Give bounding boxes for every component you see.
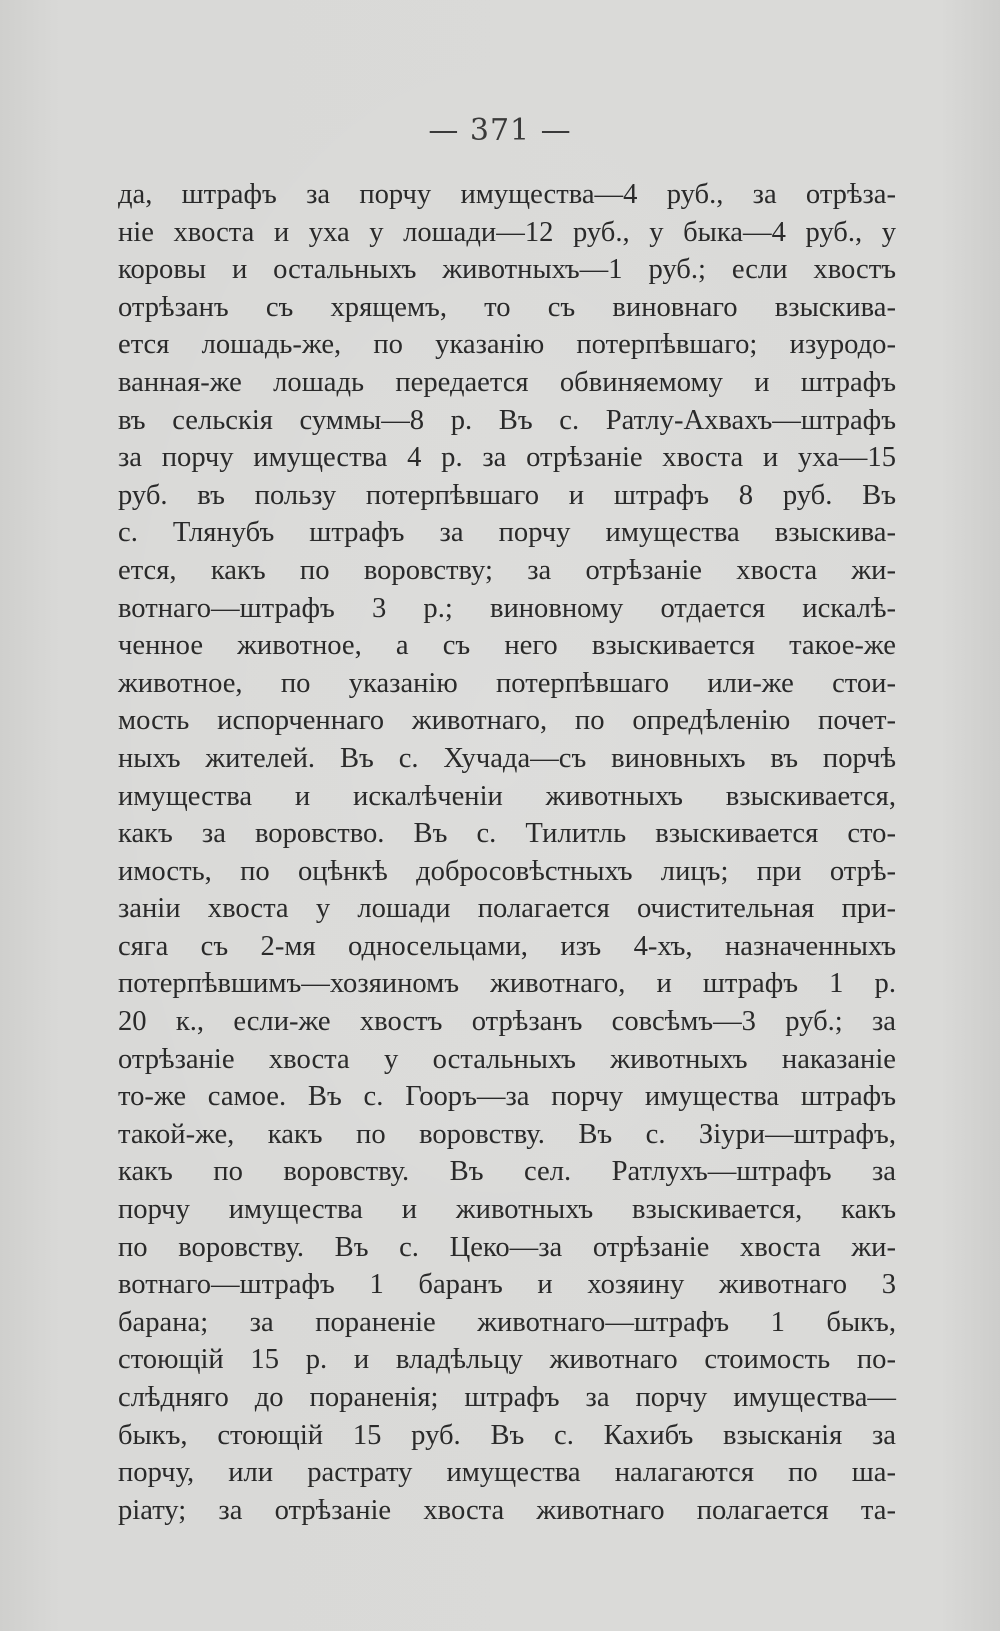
text-line: ріату; за отрѣзаніе хвоста животнаго полагается та- xyxy=(118,1494,896,1526)
text-line: стоющій 15 р. и владѣльцу животнаго стоимость по- xyxy=(118,1344,896,1376)
text-line: барана; за пораненіе животнаго—штрафъ 1 быкъ, xyxy=(118,1306,896,1338)
text-line: вотнаго—штрафъ 3 р.; виновному отдается искалѣ- xyxy=(118,592,896,624)
text-line: имость, по оцѣнкѣ добросовѣстныхъ лицъ; при отрѣ- xyxy=(118,855,896,887)
text-line: руб. въ пользу потерпѣвшаго и штрафъ 8 руб. Въ xyxy=(118,479,896,511)
text-line: то-же самое. Въ с. Гооръ—за порчу имущества штрафъ xyxy=(118,1081,896,1113)
text-line: такой-же, какъ по воровству. Въ с. Зіури—штрафъ, xyxy=(118,1118,896,1150)
text-line: животное, по указанію потерпѣвшаго или-же стои- xyxy=(118,667,896,699)
text-line: потерпѣвшимъ—хозяиномъ животнаго, и штрафъ 1 р. xyxy=(118,968,896,1000)
text-line: отрѣзанъ съ хрящемъ, то съ виновнаго взыскива- xyxy=(118,291,896,323)
text-line: по воровству. Въ с. Цеко—за отрѣзаніе хвоста жи- xyxy=(118,1231,896,1263)
text-line: порчу, или растрату имущества налагаются по ша- xyxy=(118,1457,896,1489)
text-line: слѣдняго до пораненія; штрафъ за порчу имущества— xyxy=(118,1382,896,1413)
text-line: за порчу имущества 4 р. за отрѣзаніе хвоста и уха—15 xyxy=(118,442,896,474)
text-line: ніе хвоста и уха у лошади—12 руб., у быка—4 руб., у xyxy=(118,216,896,248)
text-line: с. Тлянубъ штрафъ за порчу имущества взыскива- xyxy=(118,517,896,549)
text-line: ванная-же лошадь передается обвиняемому и штрафъ xyxy=(118,366,896,398)
body-text xyxy=(118,176,896,1529)
text-line: ется лошадь-же, по указанію потерпѣвшаго; изуродо- xyxy=(118,329,896,361)
page-number: — 371 — xyxy=(428,113,572,148)
text-line: отрѣзаніе хвоста у остальныхъ животныхъ наказаніе xyxy=(118,1043,896,1075)
text-line: ныхъ жителей. Въ с. Хучада—съ виновныхъ въ порчѣ xyxy=(118,742,896,774)
text-line: мость испорченнаго животнаго, по опредѣленію почет- xyxy=(118,705,896,737)
text-line: да, штрафъ за порчу имущества—4 руб., за отрѣза- xyxy=(118,179,896,210)
text-line: въ сельскія суммы—8 р. Въ с. Ратлу-Ахвахъ—штрафъ xyxy=(118,404,896,436)
text-line: быкъ, стоющій 15 руб. Въ с. Кахибъ взысканія за xyxy=(118,1419,896,1451)
text-line: порчу имущества и животныхъ взыскивается, какъ xyxy=(118,1194,896,1226)
text-line: какъ по воровству. Въ сел. Ратлухъ—штрафъ за xyxy=(118,1156,896,1188)
text-line: имущества и искалѣченіи животныхъ взыскивается, xyxy=(118,780,896,812)
text-line: сяга съ 2-мя односельцами, изъ 4-хъ, назначенныхъ xyxy=(118,930,896,962)
text-line: какъ за воровство. Въ с. Тилитль взыскивается сто- xyxy=(118,818,896,850)
text-line: ется, какъ по воровству; за отрѣзаніе хвоста жи- xyxy=(118,554,896,586)
text-line: ченное животное, а съ него взыскивается такое-же xyxy=(118,630,896,662)
text-line: коровы и остальныхъ животныхъ—1 руб.; если хвостъ xyxy=(118,254,896,286)
text-line: заніи хвоста у лошади полагается очистительная при- xyxy=(118,893,896,925)
text-line: вотнаго—штрафъ 1 баранъ и хозяину животнаго 3 xyxy=(118,1269,896,1301)
text-line: 20 к., если-же хвостъ отрѣзанъ совсѣмъ—3 руб.; за xyxy=(118,1006,896,1038)
